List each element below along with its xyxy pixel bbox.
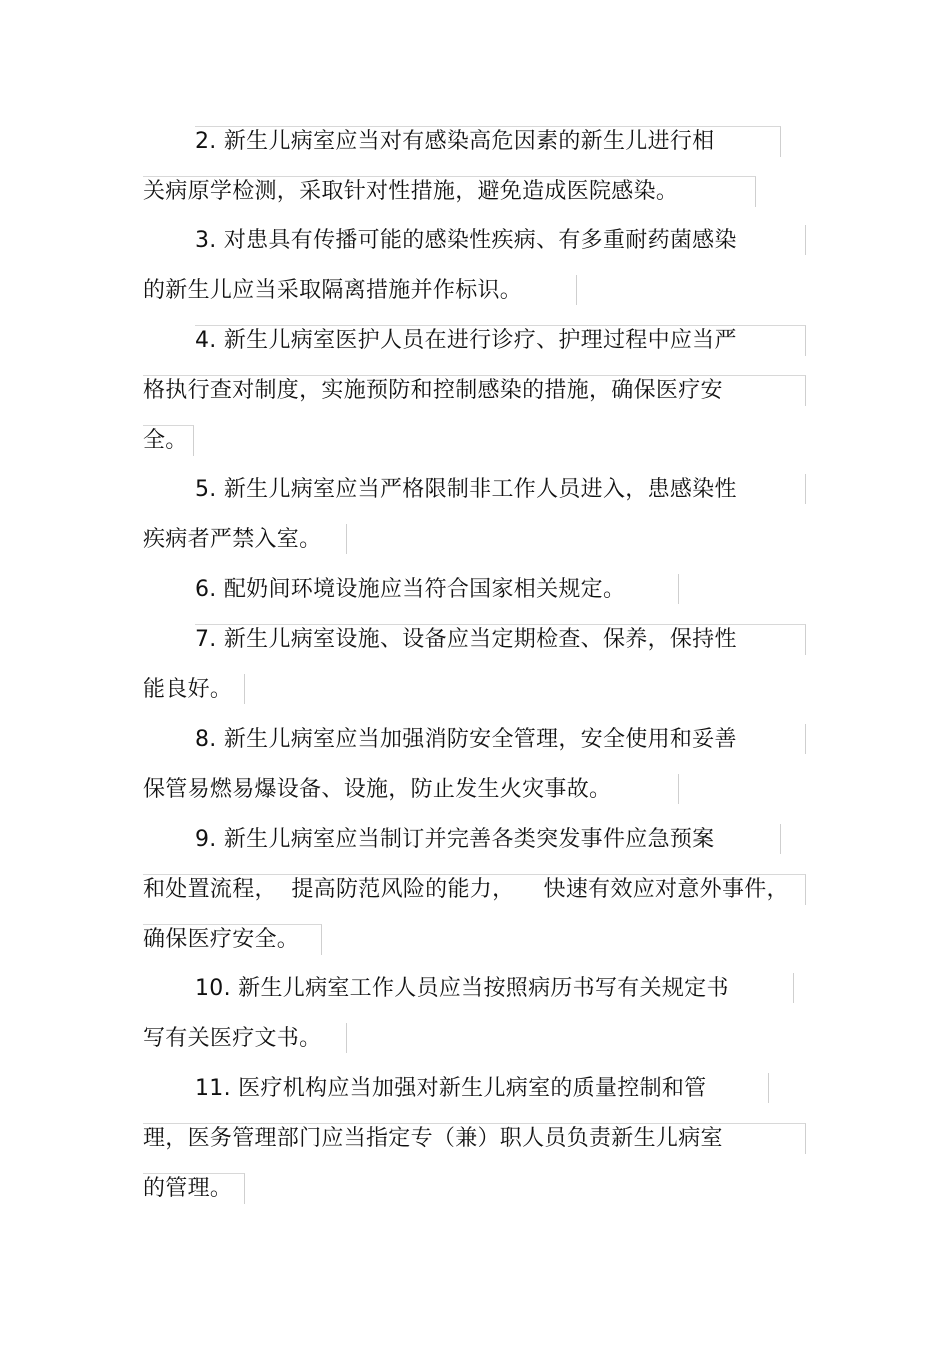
paragraph-7-line-1: 7. 新生儿病室设施、设备应当定期检查、保养，保持性 bbox=[195, 627, 737, 652]
text-line-frame bbox=[195, 724, 806, 754]
paragraph-2-line-2: 关病原学检测，采取针对性措施，避免造成医院感染。 bbox=[143, 179, 679, 204]
paragraph-11-line-1: 11. 医疗机构应当加强对新生儿病室的质量控制和管 bbox=[195, 1076, 707, 1101]
paragraph-4-line-2: 格执行查对制度，实施预防和控制感染的措施，确保医疗安 bbox=[143, 378, 723, 403]
text-line-frame bbox=[143, 524, 347, 554]
text-line-frame bbox=[143, 674, 245, 704]
paragraph-10-line-1: 10. 新生儿病室工作人员应当按照病历书写有关规定书 bbox=[195, 976, 729, 1001]
text-line-frame bbox=[143, 1173, 245, 1204]
text-line-frame bbox=[143, 774, 679, 804]
paragraph-11-line-2: 理，医务管理部门应当指定专（兼）职人员负责新生儿病室 bbox=[143, 1126, 723, 1151]
text-line-frame bbox=[195, 1073, 769, 1103]
paragraph-3-line-2: 的新生儿应当采取隔离措施并作标识。 bbox=[143, 278, 523, 303]
paragraph-5-line-1: 5. 新生儿病室应当严格限制非工作人员进入，患感染性 bbox=[195, 477, 737, 502]
text-line-frame bbox=[195, 574, 679, 604]
paragraph-9-line-2: 和处置流程， 提高防范风险的能力， 快速有效应对意外事件， bbox=[143, 877, 789, 902]
text-line-frame bbox=[195, 474, 806, 504]
text-line-frame bbox=[143, 874, 806, 905]
paragraph-5-line-2: 疾病者严禁入室。 bbox=[143, 527, 322, 552]
text-line-frame bbox=[143, 275, 577, 305]
text-line-frame bbox=[195, 126, 781, 157]
text-line-frame bbox=[195, 225, 806, 255]
text-line-frame bbox=[195, 624, 806, 655]
paragraph-7-line-2: 能良好。 bbox=[143, 677, 233, 702]
paragraph-8-line-2: 保管易燃易爆设备、设施，防止发生火灾事故。 bbox=[143, 777, 612, 802]
text-line-frame bbox=[143, 924, 322, 955]
text-line-frame bbox=[143, 1023, 347, 1053]
text-line-frame bbox=[143, 1123, 806, 1154]
paragraph-9-line-1: 9. 新生儿病室应当制订并完善各类突发事件应急预案 bbox=[195, 827, 715, 852]
paragraph-2-line-1: 2. 新生儿病室应当对有感染高危因素的新生儿进行相 bbox=[195, 129, 715, 154]
paragraph-6-line-1: 6. 配奶间环境设施应当符合国家相关规定。 bbox=[195, 577, 626, 602]
paragraph-4-line-3: 全。 bbox=[143, 428, 188, 453]
paragraph-4-line-1: 4. 新生儿病室医护人员在进行诊疗、护理过程中应当严 bbox=[195, 328, 737, 353]
text-line-frame bbox=[195, 824, 781, 854]
text-line-frame bbox=[195, 325, 806, 356]
text-line-frame bbox=[143, 176, 756, 207]
paragraph-10-line-2: 写有关医疗文书。 bbox=[143, 1026, 322, 1051]
text-line-frame bbox=[195, 973, 794, 1003]
text-line-frame bbox=[143, 425, 194, 456]
paragraph-11-line-3: 的管理。 bbox=[143, 1176, 233, 1201]
text-line-frame bbox=[143, 375, 806, 406]
paragraph-3-line-1: 3. 对患具有传播可能的感染性疾病、有多重耐药菌感染 bbox=[195, 228, 737, 253]
paragraph-9-line-3: 确保医疗安全。 bbox=[143, 927, 300, 952]
paragraph-8-line-1: 8. 新生儿病室应当加强消防安全管理，安全使用和妥善 bbox=[195, 727, 737, 752]
